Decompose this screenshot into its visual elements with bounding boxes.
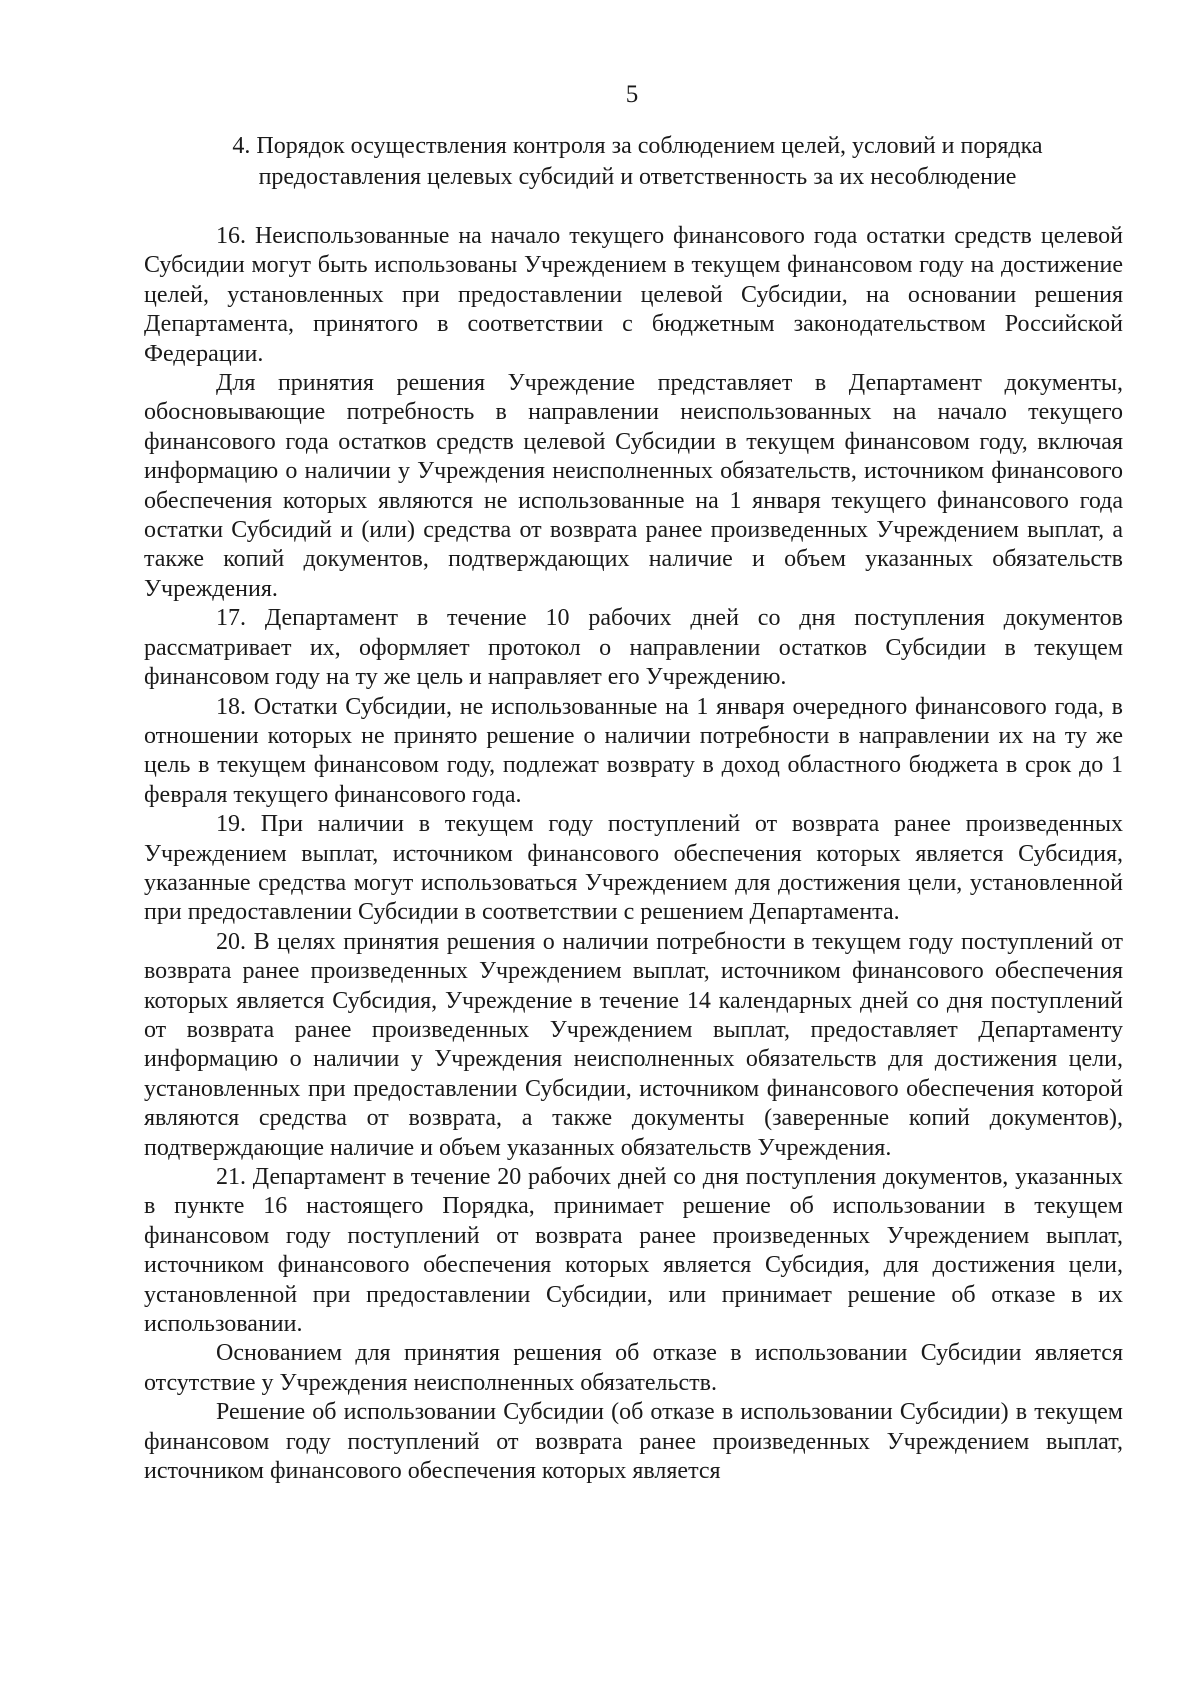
paragraph: 21. Департамент в течение 20 рабочих дней со дня поступления документов, указанных в пункте 16 настоящего Порядка, принимает решение об использовании в текущем финансовом году поступлений от возврата ранее произведенных Учреждением выплат, источником финансового обеспечения которых является Субсидия, для достижения цели, установленной при предоставлении Субсидии, или принимает решение об отказе в их использовании.: [144, 1164, 1123, 1338]
paragraph: 19. При наличии в текущем году поступлений от возврата ранее произведенных Учреждением выплат, источником финансового обеспечения которых является Субсидия, указанные средства могут использоваться Учреждением для достижения цели, установленной при предоставлении Субсидии в соответствии с решением Департамента.: [144, 811, 1123, 926]
paragraph: 18. Остатки Субсидии, не использованные на 1 января очередного финансового года, в отношении которых не принято решение о наличии потребности в направлении их на ту же цель в текущем финансовом году, подлежат возврату в доход областного бюджета в срок до 1 февраля текущего финансового года.: [144, 693, 1123, 808]
paragraph: 20. В целях принятия решения о наличии потребности в текущем году поступлений от возврата ранее произведенных Учреждением выплат, источником финансового обеспечения которых является Субсидия, Учреждение в течение 14 календарных дней со дня поступлений от возврата ранее произведенных Учреждением выплат, предоставляет Департаменту информацию о наличии у Учреждения неисполненных обязательств для достижения цели, установленных при предоставлении Субсидии, источником финансового обеспечения которой являются средства от возврата, а также документы (заверенные копий документов), подтверждающие наличие и объем указанных обязательств Учреждения.: [144, 928, 1123, 1161]
paragraph: Для принятия решения Учреждение представляет в Департамент документы, обосновывающие потребность в направлении неиспользованных на начало текущего финансового года остатков средств целевой Субсидии в текущем финансовом году, включая информацию о наличии у Учреждения неисполненных обязательств, источником финансового обеспечения которых являются не использованные на 1 января текущего финансового года остатки Субсидий и (или) средства от возврата ранее произведенных Учреждением выплат, а также копий документов, подтверждающих наличие и объем указанных обязательств Учреждения.: [144, 370, 1123, 602]
paragraph: Решение об использовании Субсидии (об отказе в использовании Субсидии) в текущем финансовом году поступлений от возврата ранее произведенных Учреждением выплат, источником финансового обеспечения которых является: [144, 1399, 1123, 1485]
document-body: [144, 222, 1123, 1486]
paragraph: Основанием для принятия решения об отказе в использовании Субсидии является отсутствие у Учреждения неисполненных обязательств.: [144, 1340, 1123, 1396]
paragraph: 17. Департамент в течение 10 рабочих дней со дня поступления документов рассматривает их, оформляет протокол о направлении остатков Субсидии в текущем финансовом году на ту же цель и направляет его Учреждению.: [144, 605, 1123, 691]
paragraph: 16. Неиспользованные на начало текущего финансового года остатки средств целевой Субсидии могут быть использованы Учреждением в текущем финансовом году на достижение целей, установленных при предоставлении целевой Субсидии, на основании решения Департамента, принятого в соответствии с бюджетным законодательством Российской Федерации.: [144, 223, 1123, 367]
page-number: 5: [625, 81, 639, 108]
section-title: 4. Порядок осуществления контроля за соблюдением целей, условий и порядка предоставления целевых субсидий и ответственность за их несоблюдение: [232, 133, 1043, 190]
